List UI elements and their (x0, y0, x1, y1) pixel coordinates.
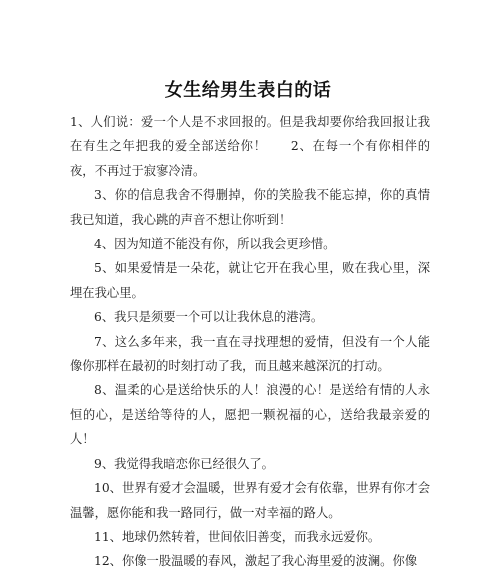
paragraph: 12、你像一股温暖的春风，激起了我心海里爱的波澜。你像 (94, 554, 418, 569)
paragraph: 5、如果爱情是一朵花，就让它开在我心里，败在我心里，深埋在我心里。 (70, 261, 430, 300)
paragraph: 9、我觉得我暗恋你已经很久了。 (94, 456, 274, 471)
paragraph: 11、地球仍然转着，世间依旧善变，而我永远爱你。 (94, 529, 381, 544)
paragraph: 3、你的信息我舍不得删掉，你的笑脸我不能忘掉，你的真情我已知道，我心跳的声音不想让你听到！ (70, 188, 430, 227)
paragraph: 7、这么多年来，我一直在寻找理想的爱情，但没有一个人能像你那样在最初的时刻打动了我，而且越来越深沉的打动。 (70, 334, 430, 374)
paragraph-1: 1、人们说：爱一个人是不求回报的。但是我却要你给我回报让我在有生之年把我的爱全部送给你！ (70, 115, 430, 154)
paragraph (70, 110, 430, 183)
paragraph-2: 2、在每一个有你相伴的夜，不再过于寂寥冷清。 (70, 139, 430, 178)
paragraph: 10、世界有爱才会温暖，世界有爱才会有依靠，世界有你才会温馨，愿你能和我一路同行，做一对幸福的路人。 (70, 481, 430, 520)
document-body (70, 110, 430, 574)
paragraph: 8、温柔的心是送给快乐的人！浪漫的心！是送给有情的人永恒的心，是送给等待的人，愿把一颗祝福的心，送给我最亲爱的人！ (70, 383, 430, 447)
paragraph: 4、因为知道不能没有你，所以我会更珍惜。 (94, 237, 336, 252)
document-title: 女生给男生表白的话 (164, 80, 332, 101)
paragraph: 6、我只是须要一个可以让我休息的港湾。 (94, 310, 324, 325)
